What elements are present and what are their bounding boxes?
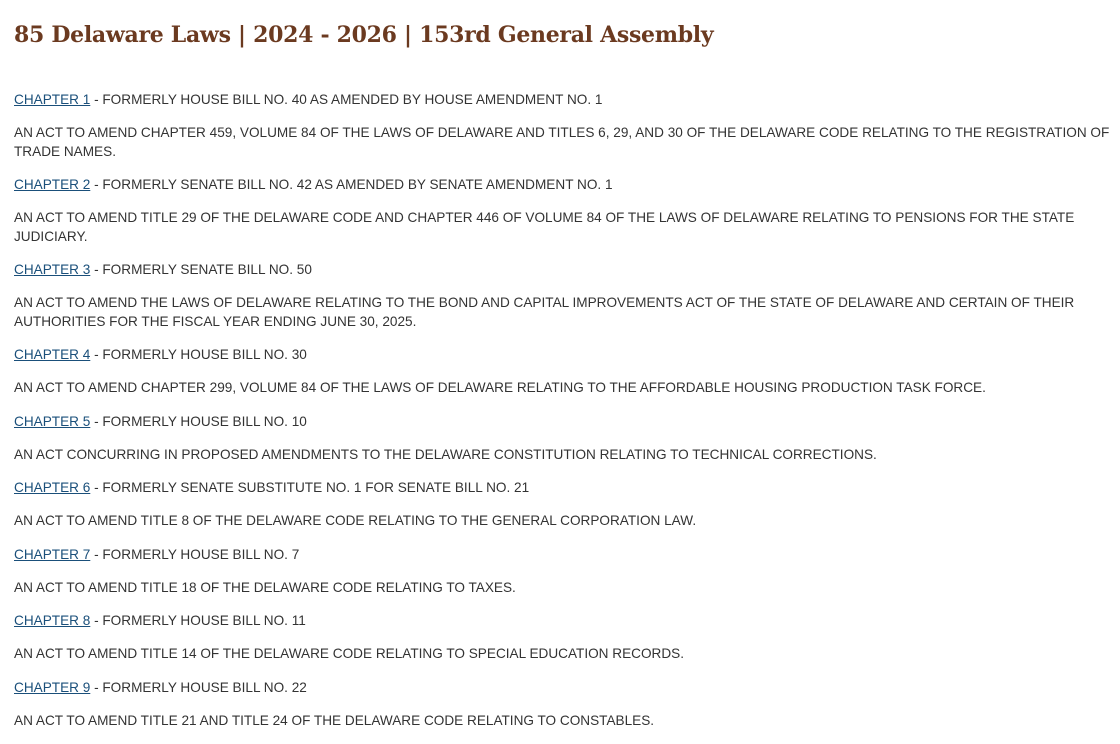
chapter-formerly: - FORMERLY HOUSE BILL NO. 10 <box>90 413 307 429</box>
chapter-link[interactable]: CHAPTER 5 <box>14 413 91 429</box>
chapter-heading <box>14 260 1120 280</box>
chapter-list <box>14 90 1120 744</box>
chapter-formerly: - FORMERLY SENATE BILL NO. 42 AS AMENDED BY SENATE AMENDMENT NO. 1 <box>90 177 613 192</box>
chapter-formerly: - FORMERLY HOUSE BILL NO. 40 AS AMENDED BY HOUSE AMENDMENT NO. 1 <box>90 92 603 107</box>
page-title: 85 Delaware Laws | 2024 - 2026 | 153rd General Assembly <box>14 22 714 48</box>
chapter-formerly: - FORMERLY SENATE SUBSTITUTE NO. 1 FOR SENATE BILL NO. 21 <box>90 480 530 495</box>
chapter-heading <box>14 412 1120 432</box>
chapter-description: AN ACT TO AMEND THE LAWS OF DELAWARE RELATING TO THE BOND AND CAPITAL IMPROVEMENTS ACT OF THE STATE OF DELAWARE AND CERTAIN OF THEIR AUTHORITIES FOR THE FISCAL YEAR ENDING JUNE 30, 2025. <box>14 295 1075 329</box>
chapter-formerly: - FORMERLY SENATE BILL NO. 50 <box>90 262 312 277</box>
chapter-description: AN ACT CONCURRING IN PROPOSED AMENDMENTS TO THE DELAWARE CONSTITUTION RELATING TO TECHNICAL CORRECTIONS. <box>14 446 877 462</box>
chapter-link[interactable]: CHAPTER 9 <box>14 679 91 695</box>
chapter-heading <box>14 90 1120 110</box>
chapter-description: AN ACT TO AMEND CHAPTER 459, VOLUME 84 OF THE LAWS OF DELAWARE AND TITLES 6, 29, AND 30 OF THE DELAWARE CODE RELATING TO THE REGISTRATION OF TRADE NAMES. <box>14 125 1110 159</box>
chapter-description: AN ACT TO AMEND TITLE 21 AND TITLE 24 OF THE DELAWARE CODE RELATING TO CONSTABLES. <box>14 712 655 728</box>
chapter-link[interactable]: CHAPTER 4 <box>14 347 91 362</box>
chapter-link[interactable]: CHAPTER 1 <box>14 92 91 107</box>
chapter-heading <box>14 545 1120 565</box>
chapter-formerly: - FORMERLY HOUSE BILL NO. 22 <box>90 679 307 695</box>
chapter-description: AN ACT TO AMEND TITLE 29 OF THE DELAWARE CODE AND CHAPTER 446 OF VOLUME 84 OF THE LAWS OF DELAWARE RELATING TO PENSIONS FOR THE STATE JUDICIARY. <box>14 210 1075 244</box>
chapter-heading <box>14 345 1120 365</box>
chapter-link[interactable]: CHAPTER 8 <box>14 613 91 628</box>
chapter-link[interactable]: CHAPTER 7 <box>14 546 91 562</box>
chapter-description: AN ACT TO AMEND TITLE 18 OF THE DELAWARE CODE RELATING TO TAXES. <box>14 579 516 595</box>
chapter-formerly: - FORMERLY HOUSE BILL NO. 7 <box>90 546 300 562</box>
chapter-heading <box>14 611 1120 631</box>
chapter-heading <box>14 678 1120 698</box>
chapter-description: AN ACT TO AMEND TITLE 8 OF THE DELAWARE CODE RELATING TO THE GENERAL CORPORATION LAW. <box>14 513 697 528</box>
chapter-heading <box>14 478 1120 498</box>
chapter-description: AN ACT TO AMEND CHAPTER 299, VOLUME 84 OF THE LAWS OF DELAWARE RELATING TO THE AFFORDABLE HOUSING PRODUCTION TASK FORCE. <box>14 380 986 395</box>
chapter-link[interactable]: CHAPTER 2 <box>14 177 91 192</box>
chapter-heading <box>14 175 1120 195</box>
chapter-link[interactable]: CHAPTER 6 <box>14 480 91 495</box>
chapter-formerly: - FORMERLY HOUSE BILL NO. 30 <box>90 347 307 362</box>
chapter-link[interactable]: CHAPTER 3 <box>14 262 91 277</box>
chapter-formerly: - FORMERLY HOUSE BILL NO. 11 <box>90 613 306 628</box>
chapter-description: AN ACT TO AMEND TITLE 14 OF THE DELAWARE CODE RELATING TO SPECIAL EDUCATION RECORDS. <box>14 646 685 661</box>
